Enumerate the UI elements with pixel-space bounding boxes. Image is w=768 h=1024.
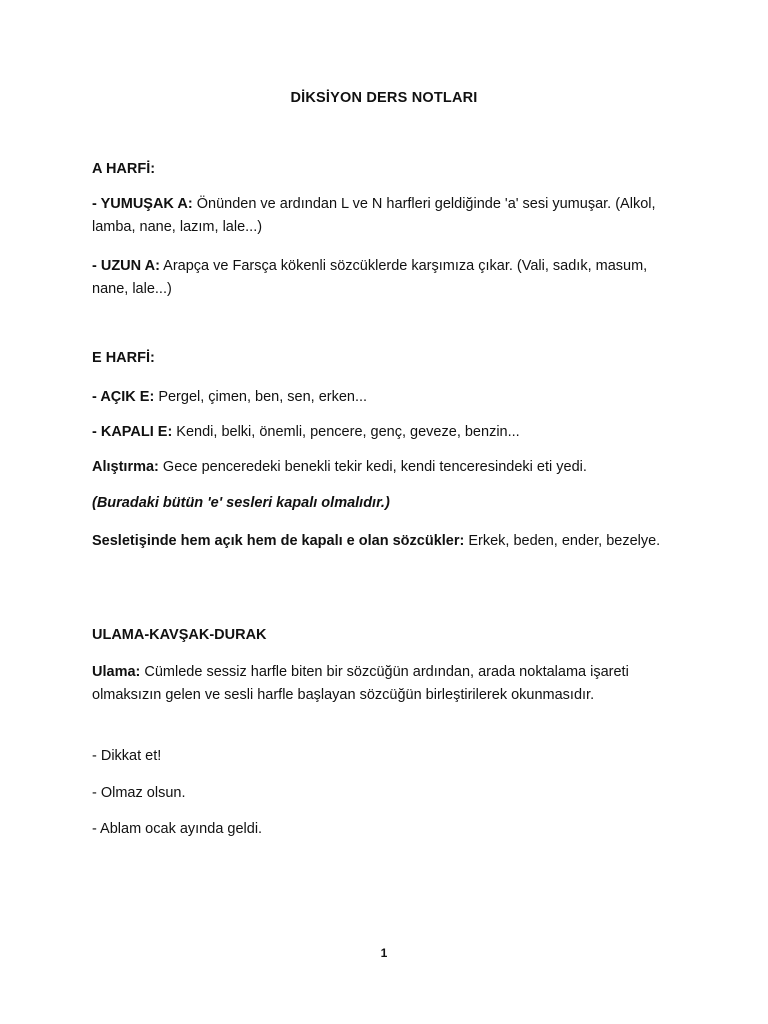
- page-number: 1: [380, 946, 388, 960]
- section-a-heading: A HARFİ:: [92, 161, 156, 177]
- both-e-text: Erkek, beden, ender, bezelye.: [464, 533, 661, 549]
- alistirma-text: Gece penceredeki benekli tekir kedi, kendi tenceresindeki eti yedi.: [158, 459, 587, 475]
- yumusak-a-text: Önünden ve ardından L ve N harfleri geldiğinde 'a' sesi yumuşar. (Alkol, lamba, nane, lazım, lale...): [92, 196, 656, 235]
- yumusak-a-label: - YUMUŞAK A:: [92, 196, 193, 212]
- uzun-a-text: Arapça ve Farsça kökenli sözcüklerde karşımıza çıkar. (Vali, sadık, masum, nane, lale...): [92, 258, 648, 297]
- kapali-e-paragraph: [92, 421, 672, 444]
- ulama-label: Ulama:: [92, 664, 141, 680]
- acik-e-text: Pergel, çimen, ben, sen, erken...: [154, 389, 368, 405]
- kapali-e-text: Kendi, belki, önemli, pencere, genç, geveze, benzin...: [172, 424, 520, 440]
- ulama-text: Cümlede sessiz harfle biten bir sözcüğün ardından, arada noktalama işareti olmaksızın gelen ve sesli harfle başlayan sözcüğün birleştirilerek okunmasıdır.: [92, 664, 629, 703]
- alistirma-label: Alıştırma:: [92, 459, 159, 475]
- section-ulama-heading: ULAMA-KAVŞAK-DURAK: [92, 627, 267, 643]
- kapali-note: (Buradaki bütün 'e' sesleri kapalı olmalıdır.): [92, 495, 390, 511]
- example-item: - Ablam ocak ayında geldi.: [92, 821, 263, 837]
- page-title: DİKSİYON DERS NOTLARI: [290, 90, 478, 106]
- both-e-paragraph: [92, 530, 672, 553]
- acik-e-label: - AÇIK E:: [92, 389, 155, 405]
- acik-e-paragraph: [92, 386, 672, 409]
- example-item: - Dikkat et!: [92, 748, 162, 764]
- uzun-a-label: - UZUN A:: [92, 258, 160, 274]
- example-item: - Olmaz olsun.: [92, 785, 186, 801]
- kapali-e-label: - KAPALI E:: [92, 424, 173, 440]
- alistirma-paragraph: [92, 456, 672, 479]
- uzun-a-paragraph: [92, 255, 672, 301]
- both-e-label: Sesletişinde hem açık hem de kapalı e olan sözcükler:: [92, 533, 465, 549]
- section-e-heading: E HARFİ:: [92, 350, 155, 366]
- yumusak-a-paragraph: [92, 193, 672, 239]
- ulama-paragraph: [92, 661, 672, 707]
